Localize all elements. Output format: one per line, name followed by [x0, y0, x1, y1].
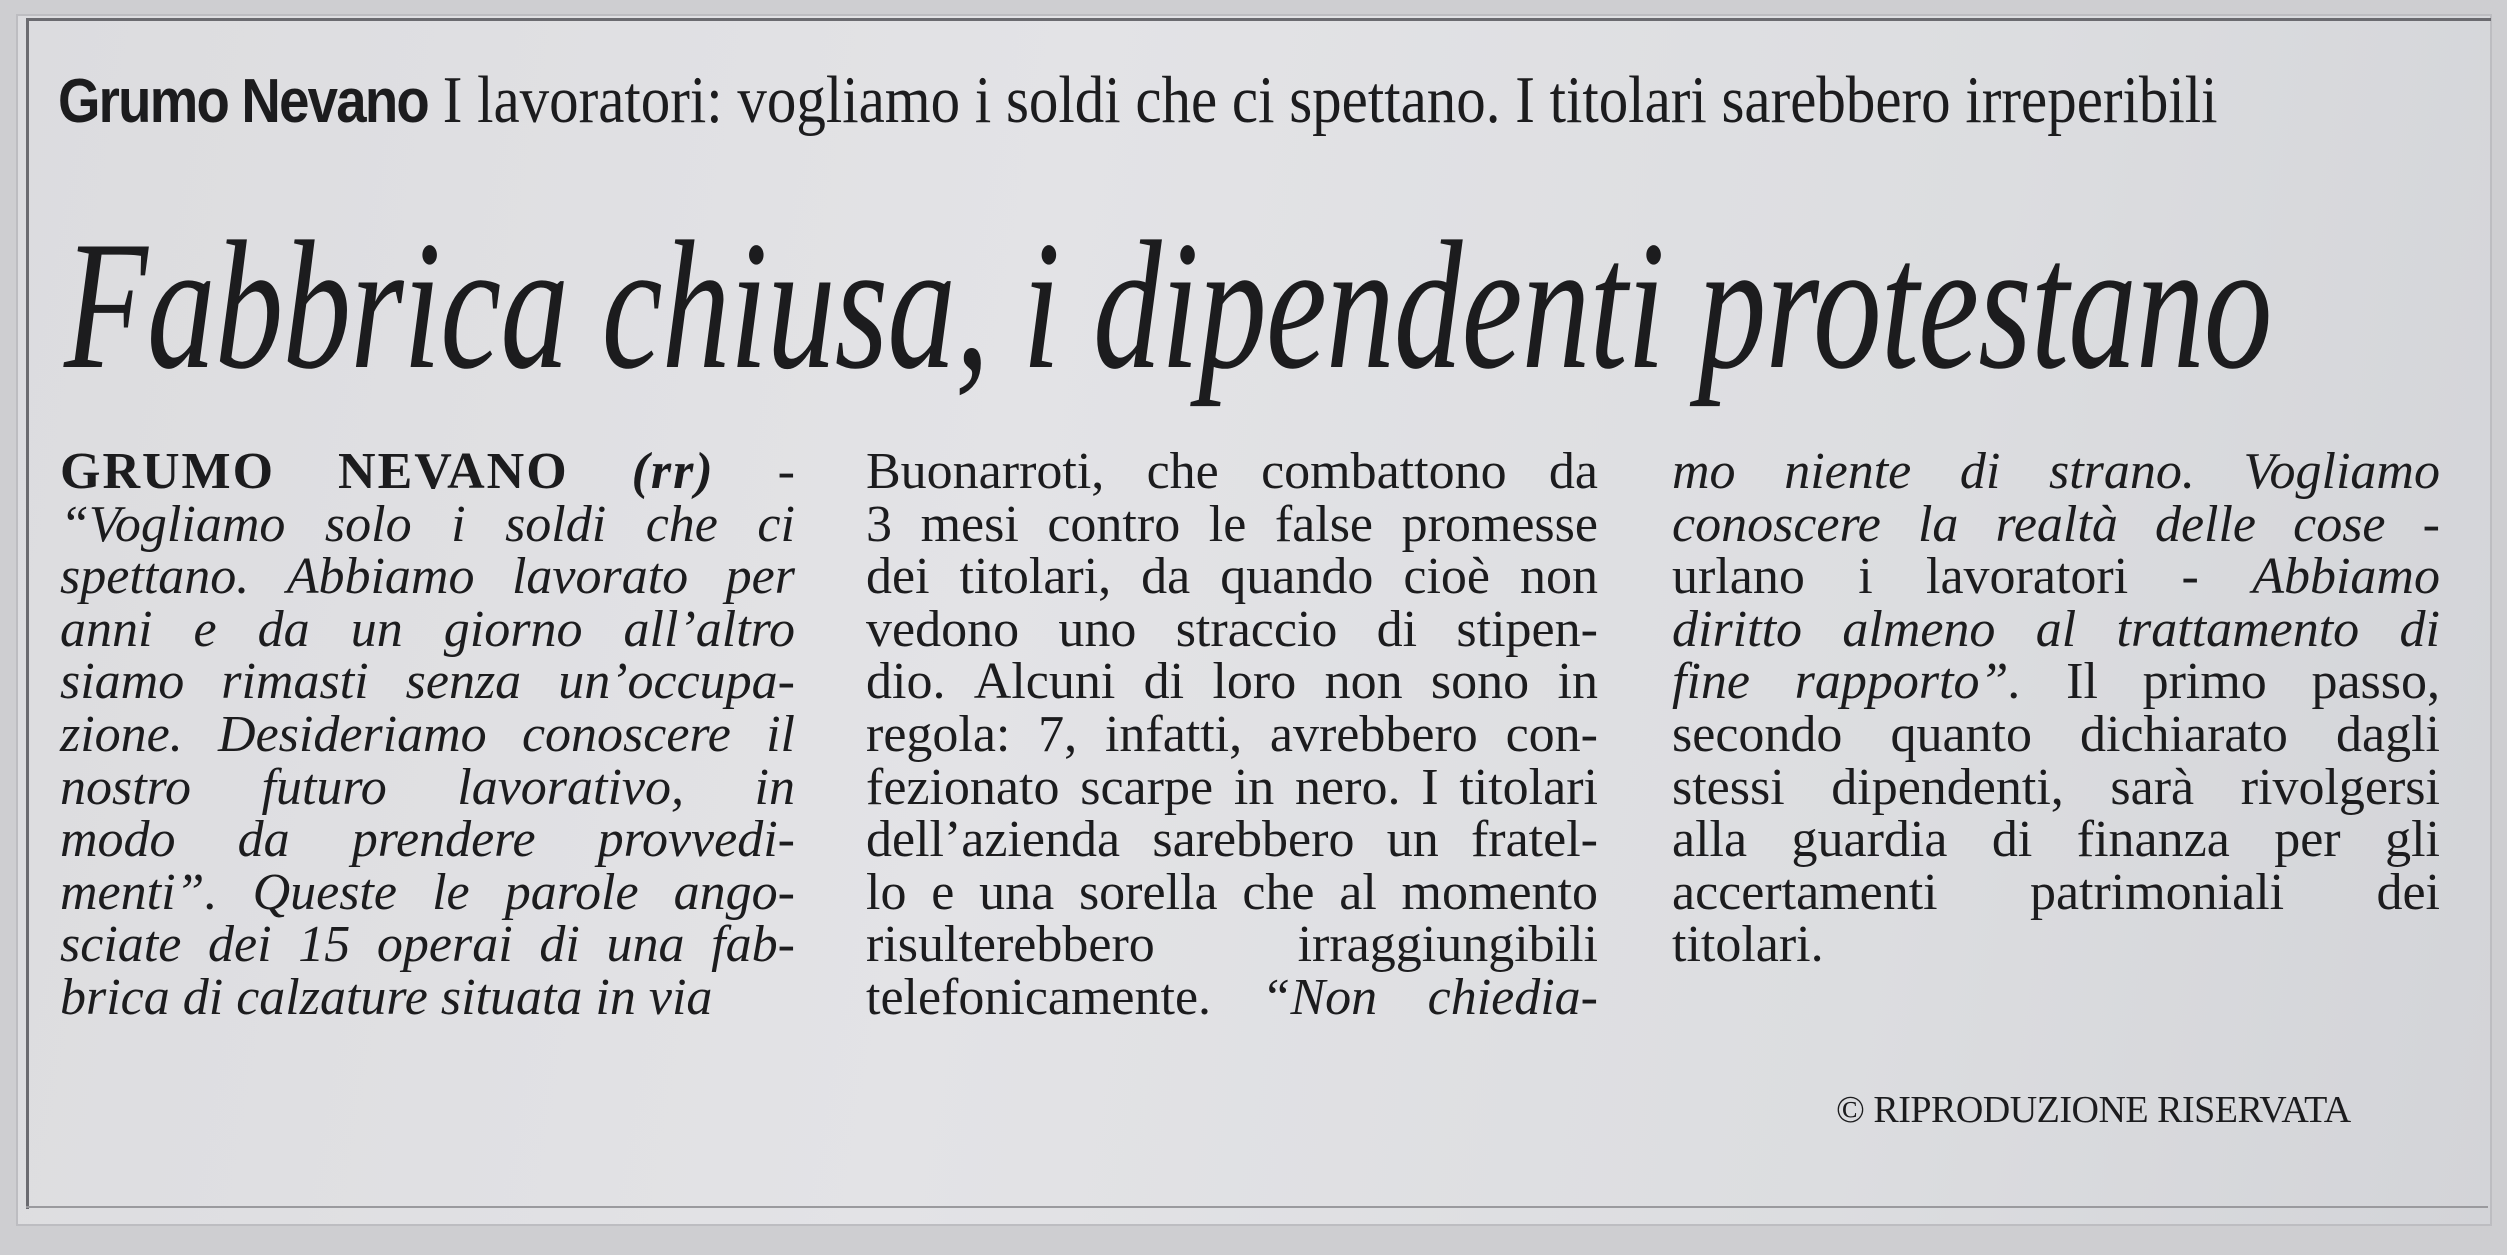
article-line: conoscere la realtà delle cose -	[1672, 495, 2440, 553]
article-line: “Vogliamo solo i soldi che ci	[60, 495, 795, 553]
article-line: secondo quanto dichiarato dagli	[1672, 705, 2440, 763]
article-line: vedono uno straccio di stipen-	[866, 600, 1598, 658]
article-line: siamo rimasti senza un’occupa-	[60, 653, 795, 711]
headline: Fabbrica chiusa, i dipendenti protestano	[64, 203, 2272, 407]
article-line: risulterebbero irraggiungibili	[866, 916, 1598, 974]
article-line: dei titolari, da quando cioè non	[866, 548, 1598, 606]
article-line: GRUMO NEVANO (rr) -	[60, 443, 795, 500]
article-line: titolari.	[1672, 916, 1824, 974]
article-line: Buonarroti, che combattono da	[866, 443, 1598, 500]
article-line: brica di calzature situata in via	[60, 968, 713, 1026]
copyright-notice: © RIPRODUZIONE RISERVATA	[1836, 1089, 2351, 1131]
article-line: diritto almeno al trattamento di	[1672, 600, 2440, 658]
article-line: anni e da un giorno all’altro	[60, 600, 795, 658]
article-line: fezionato scarpe in nero. I titolari	[866, 758, 1598, 816]
article-column-3	[1672, 443, 2440, 974]
article-line: lo e una sorella che al momento	[866, 863, 1598, 921]
article-column-2	[866, 443, 1598, 1026]
article-line: urlano i lavoratori - Abbiamo	[1672, 548, 2440, 606]
kicker-text: I lavoratori: vogliamo i soldi che ci spettano. I titolari sarebbero irreperibili	[442, 63, 2218, 137]
article-line: dell’azienda sarebbero un fratel-	[866, 811, 1598, 869]
article-line: sciate dei 15 operai di una fab-	[60, 916, 795, 974]
kicker-place: Grumo Nevano	[58, 67, 428, 136]
article-line: menti”. Queste le parole ango-	[60, 863, 795, 921]
article-line: zione. Desideriamo conoscere il	[60, 705, 795, 763]
article-line: spettano. Abbiamo lavorato per	[60, 548, 795, 606]
article-column-1	[60, 443, 795, 1026]
article-line: mo niente di strano. Vogliamo	[1672, 443, 2440, 500]
article-line: modo da prendere provvedi-	[60, 811, 795, 869]
article-line: telefonicamente. “Non chiedia-	[866, 968, 1598, 1026]
article-line: alla guardia di finanza per gli	[1672, 811, 2440, 869]
article-line: regola: 7, infatti, avrebbero con-	[866, 705, 1598, 763]
bottom-rule	[26, 1206, 2488, 1208]
article-line: dio. Alcuni di loro non sono in	[866, 653, 1598, 711]
article-line: accertamenti patrimoniali dei	[1672, 863, 2440, 921]
article-line: stessi dipendenti, sarà rivolgersi	[1672, 758, 2440, 816]
article-line: nostro futuro lavorativo, in	[60, 758, 795, 816]
article-line: fine rapporto”. Il primo passo,	[1672, 653, 2440, 711]
kicker	[58, 60, 2218, 142]
article-line: 3 mesi contro le false promesse	[866, 495, 1598, 553]
